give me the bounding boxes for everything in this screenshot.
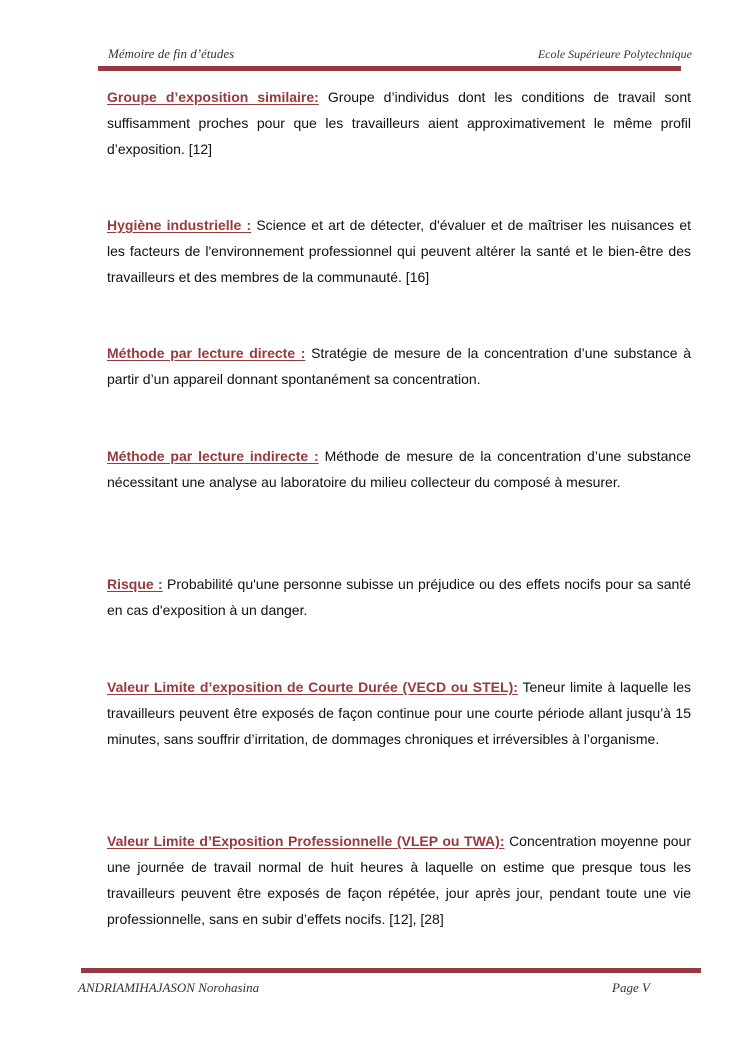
glossary-term: Risque :: [107, 576, 163, 592]
page-header-right: Ecole Supérieure Polytechnique: [537, 47, 692, 61]
header-divider: [98, 66, 681, 71]
glossary-term: Hygiène industrielle :: [107, 217, 252, 233]
page-header-left: Mémoire de fin d’études: [108, 46, 235, 61]
glossary-definition: Science et art de détecter, d'évaluer et de maîtriser les nuisances et les facteurs de l'environnement professionnel qui peuvent altérer la santé et le bien-être des travailleurs et des membres de la communauté. [16]: [107, 217, 691, 285]
glossary-entry: [107, 828, 691, 932]
glossary-definition: Stratégie de mesure de la concentration d’une substance à partir d’un appareil donnant spontanément sa concentration.: [107, 345, 691, 387]
glossary-term: Méthode par lecture directe :: [107, 345, 306, 361]
glossary-term: Méthode par lecture indirecte :: [107, 448, 319, 464]
footer-divider: [81, 968, 701, 973]
glossary-term: Groupe d’exposition similaire:: [107, 89, 319, 105]
glossary-entry: [107, 84, 691, 162]
footer-author: ANDRIAMIHAJASON Norohasina: [78, 980, 260, 995]
glossary-entry: [107, 340, 691, 392]
glossary-definition: Méthode de mesure de la concentration d’une substance nécessitant une analyse au laboratoire du milieu collecteur du composé à mesurer.: [107, 448, 691, 490]
glossary-entry: [107, 571, 691, 623]
glossary-definition: Teneur limite à laquelle les travailleurs peuvent être exposés de façon continue pour une courte période allant jusqu’à 15 minutes, sans souffrir d’irritation, de dommages chroniques et irréversibles à l’organisme.: [107, 679, 692, 747]
glossary-term: Valeur Limite d’Exposition Professionnelle (VLEP ou TWA):: [107, 833, 505, 849]
glossary-entry: [107, 212, 691, 290]
page-number: Page V: [612, 980, 650, 995]
glossary-entry: [107, 443, 691, 495]
glossary-entry: [107, 674, 691, 752]
glossary-term: Valeur Limite d’exposition de Courte Durée (VECD ou STEL):: [107, 679, 518, 695]
glossary-definition: Groupe d’individus dont les conditions de travail sont suffisamment proches pour que les travailleurs aient approximativement le même profil d’exposition. [12]: [107, 89, 692, 157]
glossary-definition: Concentration moyenne pour une journée de travail normal de huit heures à laquelle on estime que presque tous les travailleurs peuvent être exposés de façon répétée, jour après jour, pendant toute une vie professionnelle, sans en subir d’effets nocifs. [12], [28]: [107, 833, 691, 927]
glossary-definition: Probabilité qu'une personne subisse un préjudice ou des effets nocifs pour sa santé en cas d'exposition à un danger.: [107, 576, 691, 618]
